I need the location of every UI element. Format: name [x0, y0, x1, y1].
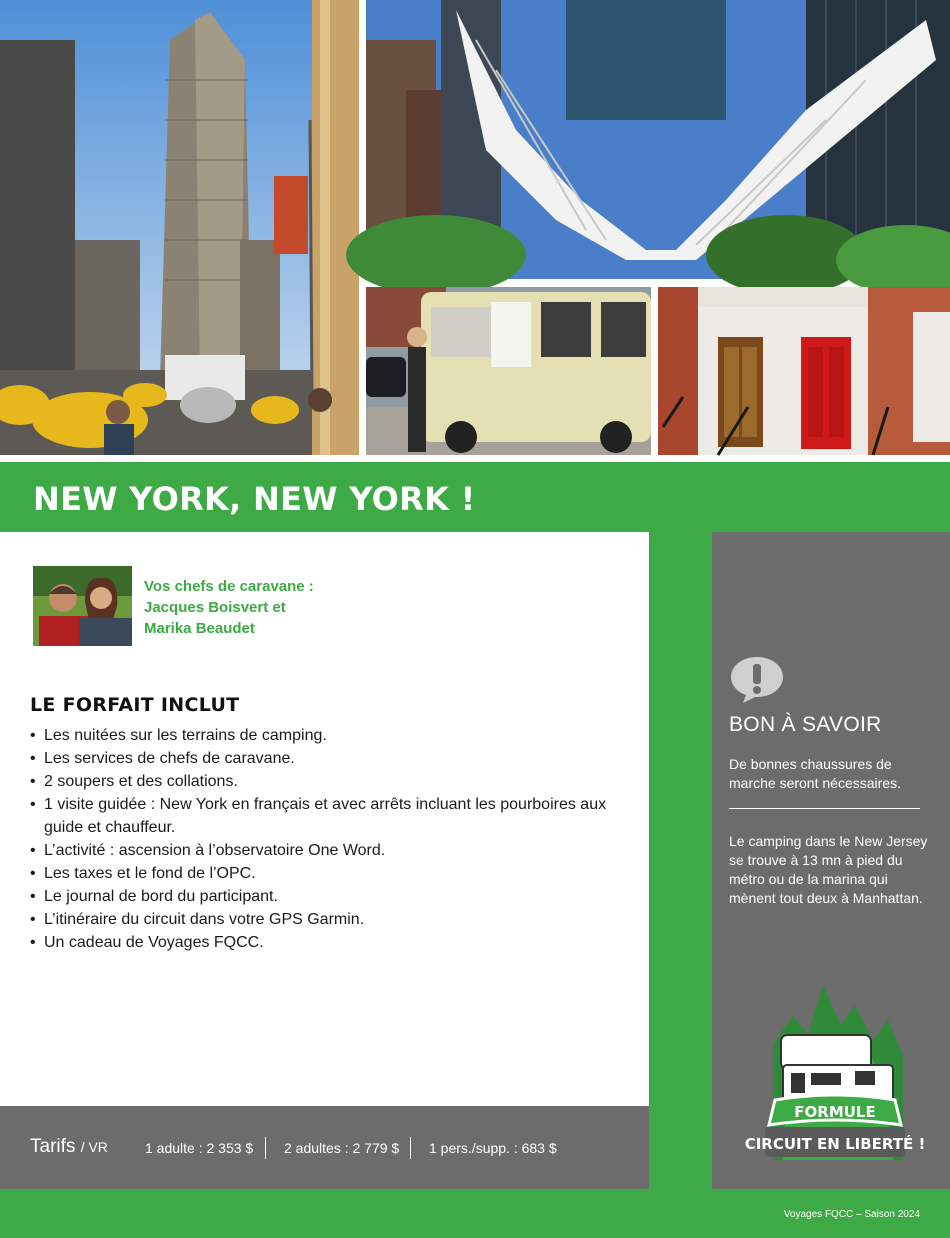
leaders-line1: Jacques Boisvert et	[144, 599, 286, 616]
footer-text: Voyages FQCC – Saison 2024	[783, 1209, 920, 1220]
list-item: • Le journal de bord du participant.	[30, 885, 630, 908]
leaders-photo	[33, 566, 132, 646]
list-item: • L’activité : ascension à l’observatoire One Word.	[30, 839, 630, 862]
price-label	[30, 1136, 108, 1158]
logo-line2: CIRCUIT EN LIBERTÉ !	[744, 1135, 926, 1153]
side-title: BON À SAVOIR	[729, 713, 882, 736]
price-one-adult: 1 adulte : 2 353 $	[145, 1140, 254, 1156]
formule-circuit-logo	[744, 985, 926, 1160]
forfait-title: LE FORFAIT INCLUT	[30, 694, 240, 716]
list-item: • Les services de chefs de caravane.	[30, 747, 630, 770]
price-extra-person: 1 pers./supp. : 683 $	[429, 1140, 557, 1156]
oculus-photo	[366, 0, 950, 279]
list-item: • 1 visite guidée : New York en français et avec arrêts incluant les pourboires aux guide et chauffeur.	[30, 793, 630, 839]
side-text-camping: Le camping dans le New Jersey se trouve à 13 mn à pied du métro ou de la marina qui mènent tout deux à Manhattan.	[729, 833, 928, 906]
leaders-line2: Marika Beaudet	[144, 620, 255, 637]
flatiron-street-photo	[0, 0, 359, 455]
list-item: • L’itinéraire du circuit dans votre GPS Garmin.	[30, 908, 630, 931]
leaders-heading: Vos chefs de caravane :	[144, 578, 314, 595]
list-item: • 2 soupers et des collations.	[30, 770, 630, 793]
price-separator	[410, 1137, 411, 1159]
list-item: • Les nuitées sur les terrains de camping.	[30, 724, 630, 747]
price-unit: / VR	[80, 1139, 108, 1155]
list-item: • Un cadeau de Voyages FQCC.	[30, 931, 630, 954]
food-truck-photo	[366, 287, 651, 455]
price-separator	[265, 1137, 266, 1159]
list-item: • Les taxes et le fond de l’OPC.	[30, 862, 630, 885]
brownstone-doors-photo	[658, 287, 950, 455]
side-text-shoes: De bonnes chaussures de marche seront nécessaires.	[729, 756, 901, 791]
logo-line1: FORMULE	[794, 1103, 876, 1121]
exclamation-speech-icon	[729, 655, 785, 703]
side-divider	[729, 808, 920, 809]
page-title: NEW YORK, NEW YORK !	[33, 480, 476, 518]
forfait-list	[30, 724, 630, 954]
price-label-text: Tarifs	[30, 1136, 76, 1157]
leaders-info	[144, 576, 314, 639]
price-two-adults: 2 adultes : 2 779 $	[284, 1140, 400, 1156]
